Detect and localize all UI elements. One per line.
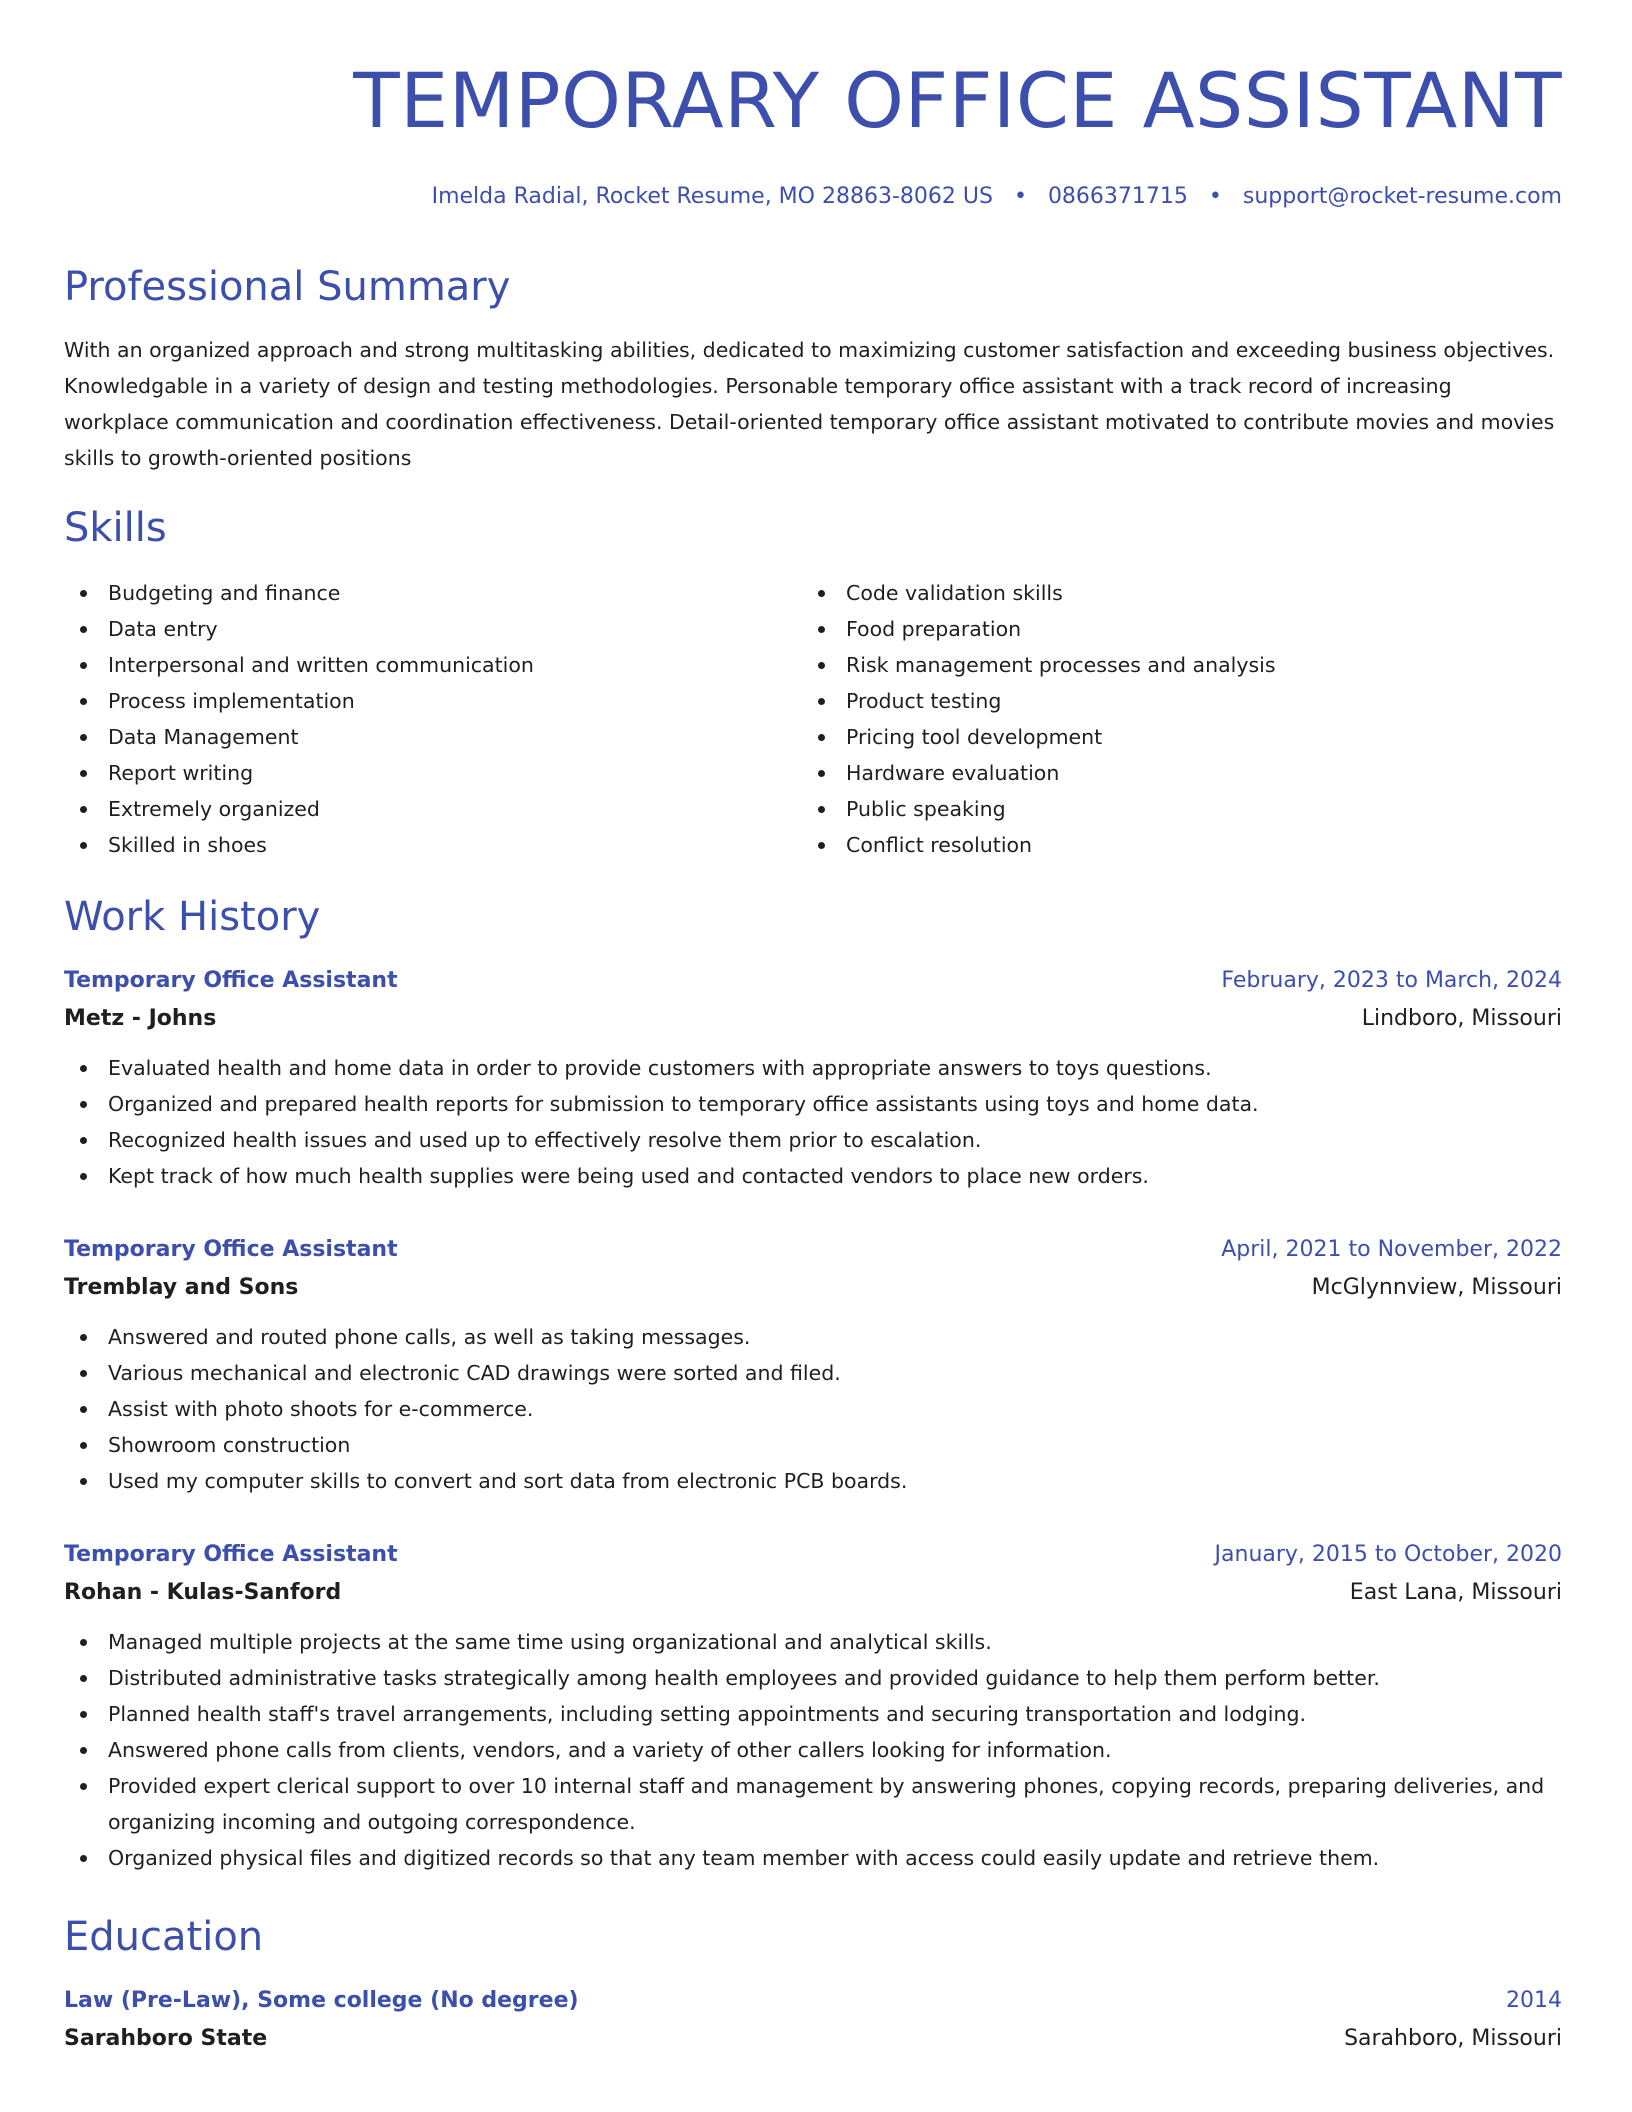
duty-item: Showroom construction	[64, 1427, 1562, 1463]
job-duties	[64, 1624, 1562, 1876]
duty-item: Managed multiple projects at the same time using organizational and analytical skills.	[64, 1624, 1562, 1660]
contact-separator: •	[1208, 184, 1222, 209]
skill-item: Code validation skills	[802, 575, 1276, 611]
contact-phone: 0866371715	[1047, 184, 1188, 209]
skill-item: Public speaking	[802, 791, 1276, 827]
skill-item: Food preparation	[802, 611, 1276, 647]
skill-item: Extremely organized	[64, 791, 534, 827]
skill-item: Data entry	[64, 611, 534, 647]
duty-item: Used my computer skills to convert and sort data from electronic PCB boards.	[64, 1463, 1562, 1499]
skill-item: Pricing tool development	[802, 719, 1276, 755]
duty-item: Evaluated health and home data in order to provide customers with appropriate answers to toys questions.	[64, 1050, 1562, 1086]
job-dates: January, 2015 to October, 2020	[1214, 1542, 1562, 1567]
summary-text: With an organized approach and strong multitasking abilities, dedicated to maximizing customer satisfaction and exceeding business objectives. Knowledgable in a variety of design and testing methodologies. Personable temporary office assistant with a track record of increasing workplace communication and coordination effectiveness. Detail-oriented temporary office assistant motivated to contribute movies and movies skills to growth-oriented positions	[64, 338, 1555, 470]
skill-item: Data Management	[64, 719, 534, 755]
skills-list-left	[64, 575, 534, 863]
skill-item: Process implementation	[64, 683, 534, 719]
duty-item: Recognized health issues and used up to effectively resolve them prior to escalation.	[64, 1122, 1562, 1158]
job-entry	[64, 1536, 1562, 1876]
duty-item: Kept track of how much health supplies were being used and contacted vendors to place new orders.	[64, 1158, 1562, 1194]
job-entry	[64, 962, 1562, 1194]
skill-item: Conflict resolution	[802, 827, 1276, 863]
skill-item: Interpersonal and written communication	[64, 647, 534, 683]
resume-title: TEMPORARY OFFICE ASSISTANT	[353, 56, 1562, 145]
job-location: McGlynnview, Missouri	[1311, 1275, 1562, 1300]
section-heading-education: Education	[64, 1914, 264, 1960]
contact-address: Imelda Radial, Rocket Resume, MO 28863-8062 US	[431, 184, 993, 209]
duty-item: Answered phone calls from clients, vendors, and a variety of other callers looking for information.	[64, 1732, 1562, 1768]
education-school: Sarahboro State	[64, 2026, 268, 2051]
job-duties	[64, 1050, 1562, 1194]
education-year: 2014	[1506, 1988, 1562, 2013]
job-company: Metz - Johns	[64, 1006, 217, 1031]
job-company: Tremblay and Sons	[64, 1275, 299, 1300]
education-degree: Law (Pre-Law), Some college (No degree)	[64, 1988, 579, 2013]
skill-item: Skilled in shoes	[64, 827, 534, 863]
job-location: East Lana, Missouri	[1349, 1580, 1562, 1605]
skill-item: Risk management processes and analysis	[802, 647, 1276, 683]
education-location: Sarahboro, Missouri	[1344, 2026, 1562, 2051]
duty-item: Distributed administrative tasks strategically among health employees and provided guidance to help them perform better.	[64, 1660, 1562, 1696]
job-dates: February, 2023 to March, 2024	[1221, 968, 1562, 993]
contact-separator: •	[1013, 184, 1027, 209]
section-heading-work-history: Work History	[64, 894, 321, 940]
job-location: Lindboro, Missouri	[1361, 1006, 1562, 1031]
skill-item: Budgeting and finance	[64, 575, 534, 611]
job-company: Rohan - Kulas-Sanford	[64, 1580, 342, 1605]
education-entry	[64, 1982, 1562, 2058]
contact-email: support@rocket-resume.com	[1242, 184, 1562, 209]
skills-list-right	[802, 575, 1276, 863]
skill-item: Hardware evaluation	[802, 755, 1276, 791]
job-dates: April, 2021 to November, 2022	[1221, 1237, 1562, 1262]
duty-item: Organized and prepared health reports for submission to temporary office assistants using toys and home data.	[64, 1086, 1562, 1122]
skill-item: Product testing	[802, 683, 1276, 719]
job-title: Temporary Office Assistant	[64, 1542, 398, 1567]
job-entry	[64, 1231, 1562, 1499]
duty-item: Assist with photo shoots for e-commerce.	[64, 1391, 1562, 1427]
job-title: Temporary Office Assistant	[64, 1237, 398, 1262]
job-duties	[64, 1319, 1562, 1499]
duty-item: Organized physical files and digitized records so that any team member with access could easily update and retrieve them.	[64, 1840, 1562, 1876]
section-heading-summary: Professional Summary	[64, 264, 511, 310]
duty-item: Planned health staff's travel arrangements, including setting appointments and securing transportation and lodging.	[64, 1696, 1562, 1732]
skill-item: Report writing	[64, 755, 534, 791]
section-heading-skills: Skills	[64, 505, 167, 551]
contact-line	[432, 182, 1562, 212]
duty-item: Provided expert clerical support to over 10 internal staff and management by answering phones, copying records, preparing deliveries, and organizing incoming and outgoing correspondence.	[64, 1768, 1562, 1840]
duty-item: Various mechanical and electronic CAD drawings were sorted and filed.	[64, 1355, 1562, 1391]
duty-item: Answered and routed phone calls, as well as taking messages.	[64, 1319, 1562, 1355]
job-title: Temporary Office Assistant	[64, 968, 398, 993]
